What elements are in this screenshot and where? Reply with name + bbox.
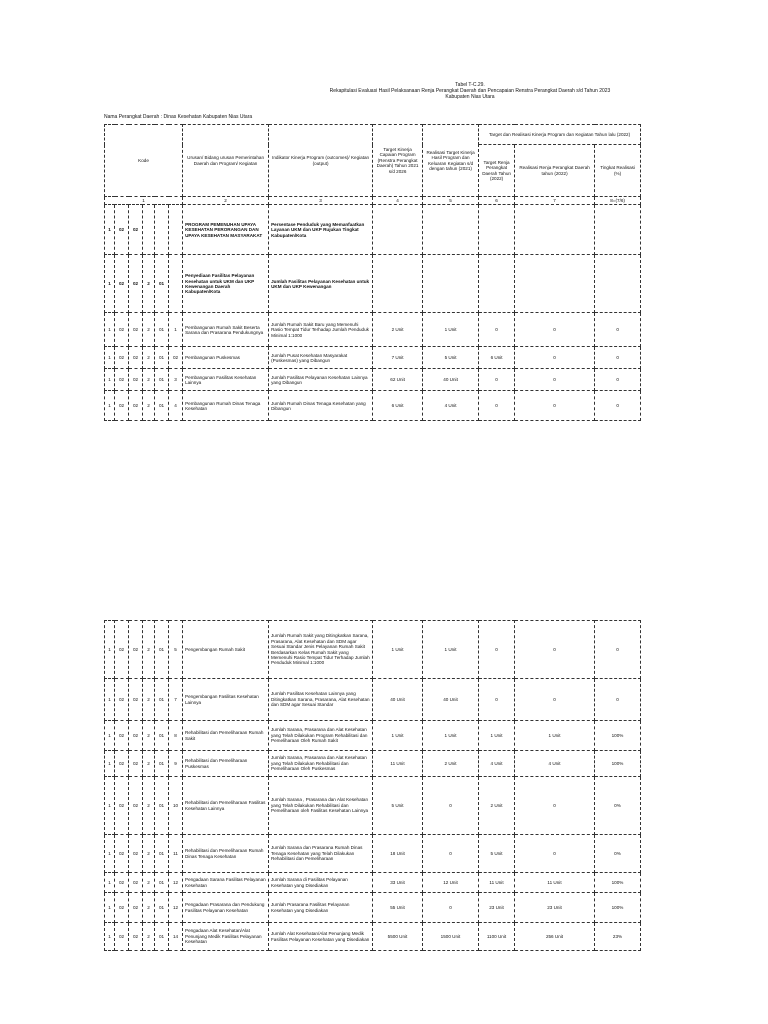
kode-cell: 4 — [169, 391, 183, 421]
program-name-cell: Pembangunan Fasilitas Kesehatan Lainnya — [183, 369, 269, 391]
kode-cell: 02 — [169, 347, 183, 369]
target-renja-cell: 23 Unit — [479, 893, 515, 923]
table-row — [105, 621, 641, 679]
kode-cell: 2 — [143, 621, 155, 679]
indicator-cell: Jumlah Rumah Dinas Tenaga Kesehatan yang Dibangun — [269, 391, 373, 421]
realisasi-renja-cell: 11 Unit — [515, 873, 595, 893]
kode-cell: 2 — [143, 313, 155, 347]
kode-cell: 2 — [143, 777, 155, 835]
kode-cell: 2 — [143, 893, 155, 923]
target-renstra-cell: 6 Unit — [373, 391, 423, 421]
evaluation-table-1 — [104, 124, 641, 421]
realisasi-cell: 4 Unit — [423, 391, 479, 421]
kode-cell: 1 — [105, 347, 115, 369]
realisasi-renja-cell: 0 — [515, 347, 595, 369]
kode-cell: 9 — [169, 751, 183, 777]
table-row — [105, 893, 641, 923]
kode-cell: 02 — [115, 777, 129, 835]
target-renja-cell: 11 Unit — [479, 873, 515, 893]
kode-cell: 5 — [169, 621, 183, 679]
kode-cell: 01 — [155, 255, 169, 313]
target-renja-cell: 5 Unit — [479, 835, 515, 873]
kode-cell: 02 — [129, 679, 143, 721]
tingkat-cell — [595, 255, 641, 313]
kode-cell: 12 — [169, 873, 183, 893]
kode-cell: 2 — [143, 255, 155, 313]
indicator-cell: Jumlah Sarana , Prasarana dan Alat Kesehatan yang Telah Dilakukan Rehabilitasi dan Pemeliharaan oleh Fasilitas Kesehatan Lainnya — [269, 777, 373, 835]
kode-cell — [155, 205, 169, 255]
realisasi-cell: 0 — [423, 893, 479, 923]
realisasi-cell: 1 Unit — [423, 721, 479, 751]
kode-cell: 1 — [105, 751, 115, 777]
realisasi-renja-cell — [515, 255, 595, 313]
tingkat-cell: 0% — [595, 777, 641, 835]
kode-cell: 01 — [155, 873, 169, 893]
table-number: Tabel T-C.29. — [455, 82, 485, 88]
program-name-cell: Rehabilitasi dan Pemeliharaan Rumah Sakit — [183, 721, 269, 751]
tingkat-cell: 0 — [595, 313, 641, 347]
realisasi-renja-cell: 0 — [515, 313, 595, 347]
realisasi-cell: 1 Unit — [423, 621, 479, 679]
program-name-cell: Penyediaan Fasilitas Pelayanan Kesehatan untuk UKM dan UKP Kewenangan Daerah Kabupaten/Kota — [183, 255, 269, 313]
kode-cell: 2 — [143, 751, 155, 777]
target-renstra-cell: 2 Unit — [373, 313, 423, 347]
target-renja-cell: 4 Unit — [479, 751, 515, 777]
indicator-cell: Jumlah Sarana, Prasarana dan Alat Kesehatan yang Telah Dilakukan Rehabilitasi dan Pemeliharaan Oleh Puskesmas — [269, 751, 373, 777]
kode-cell: 02 — [115, 873, 129, 893]
realisasi-renja-header: Realisasi Renja Perangkat Daerah tahun (2022) — [515, 145, 595, 197]
realisasi-cell: 12 Unit — [423, 873, 479, 893]
tingkat-cell: 0 — [595, 347, 641, 369]
target-renstra-cell: 18 Unit — [373, 835, 423, 873]
indicator-cell: Jumlah Sarana, Prasarana dan Alat Kesehatan yang Telah Dilakukan Program Rehabilitasi dan Pemeliharaan Oleh Rumah Sakit — [269, 721, 373, 751]
realisasi-cell: 40 Unit — [423, 369, 479, 391]
realisasi-renja-cell: 0 — [515, 679, 595, 721]
kode-cell: 02 — [115, 255, 129, 313]
kode-cell: 02 — [129, 873, 143, 893]
kode-cell: 01 — [155, 621, 169, 679]
realisasi-renja-cell: 0 — [515, 369, 595, 391]
table-row — [105, 205, 641, 255]
tingkat-cell: 0 — [595, 391, 641, 421]
realisasi-renja-cell: 0 — [515, 777, 595, 835]
table-row — [105, 873, 641, 893]
table-row — [105, 923, 641, 951]
table-row — [105, 255, 641, 313]
kode-cell: 1 — [105, 835, 115, 873]
column-number: 4 — [373, 197, 423, 205]
kode-cell: 01 — [155, 777, 169, 835]
kode-cell: 01 — [155, 835, 169, 873]
realisasi-cell: 40 Unit — [423, 679, 479, 721]
indicator-cell: Jumlah Pusat Kesehatan Masyarakat (Puskesmas) yang Dibangun — [269, 347, 373, 369]
tingkat-cell: 100% — [595, 751, 641, 777]
indicator-cell: Persentase Penduduk yang Memanfaatkan Layanan UKM dan UKP Rujukan Tingkat Kabupaten/Kota — [269, 205, 373, 255]
kode-cell: 01 — [155, 893, 169, 923]
kode-cell: 02 — [129, 391, 143, 421]
kode-cell: 02 — [129, 369, 143, 391]
program-name-cell: Rehabilitasi dan Pemeliharaan Puskesmas — [183, 751, 269, 777]
indicator-cell: Jumlah Rumah Sakit yang Ditingkatkan Sarana, Prasarana, Alat Kesehatan dan SDM agar Sesuai Standar Jenis Pelayanan Rumah Sakit Berdasarkan Kelas Rumah Sakit yang Memenuhi Rasio Tempat Tidur Terhadap Jumlah Penduduk Minimal 1:1000 — [269, 621, 373, 679]
kode-cell: 02 — [115, 835, 129, 873]
kode-cell: 1 — [105, 679, 115, 721]
kode-cell: 1 — [105, 255, 115, 313]
kode-cell: 10 — [169, 777, 183, 835]
program-name-cell: Rehabilitasi dan Pemeliharaan Rumah Dinas Tenaga Kesehatan — [183, 835, 269, 873]
target-renja-cell — [479, 205, 515, 255]
realisasi-cell: 0 — [423, 835, 479, 873]
kode-header: Kode — [105, 125, 183, 197]
kode-cell: 8 — [169, 721, 183, 751]
kode-cell: 02 — [129, 923, 143, 951]
kode-cell — [169, 205, 183, 255]
target-renja-cell: 2 Unit — [479, 777, 515, 835]
kode-cell: 02 — [129, 205, 143, 255]
kode-cell: 02 — [115, 369, 129, 391]
tingkat-header: Tingkat Realisasi (%) — [595, 145, 641, 197]
evaluation-table-2 — [104, 620, 641, 951]
kode-cell: 11 — [169, 835, 183, 873]
table-row — [105, 347, 641, 369]
kode-cell: 01 — [155, 721, 169, 751]
kode-cell: 1 — [105, 721, 115, 751]
program-name-cell: Pembangunan Rumah Sakit Beserta Sarana dan Prasarana Pendukungnya — [183, 313, 269, 347]
program-name-cell: Pengembangan Rumah Sakit — [183, 621, 269, 679]
kode-cell: 01 — [155, 347, 169, 369]
kode-cell: 1 — [105, 923, 115, 951]
kode-cell: 2 — [143, 721, 155, 751]
table-row — [105, 369, 641, 391]
kode-cell: 02 — [129, 893, 143, 923]
realisasi-renja-cell: 23 Unit — [515, 893, 595, 923]
realisasi-cell: 5 Unit — [423, 347, 479, 369]
kode-cell: 2 — [143, 835, 155, 873]
kode-cell: 02 — [115, 923, 129, 951]
realisasi-renja-cell: 0 — [515, 621, 595, 679]
kode-cell: 7 — [169, 679, 183, 721]
kode-cell: 01 — [155, 751, 169, 777]
target-renja-header: Target Renja Perangkat Daerah Tahun (2022) — [479, 145, 515, 197]
kode-cell: 12 — [169, 893, 183, 923]
target-renja-cell: 0 — [479, 679, 515, 721]
realisasi-renja-cell: 0 — [515, 835, 595, 873]
kode-cell: 2 — [143, 923, 155, 951]
target-renstra-cell: 5500 Unit — [373, 923, 423, 951]
indicator-cell: Jumlah Alat Kesehatan/Alat Penunjang Medik Fasilitas Pelayanan Kesehatan yang Disediakan — [269, 923, 373, 951]
target-renstra-cell: 40 Unit — [373, 679, 423, 721]
table-row — [105, 751, 641, 777]
realisasi-renja-cell: 256 Unit — [515, 923, 595, 951]
kode-cell: 1 — [105, 777, 115, 835]
target-renja-cell: 0 — [479, 369, 515, 391]
program-name-cell: Pengadaan Alat Kesehatan/Alat Penunjang Medik Fasilitas Pelayanan Kesehatan — [183, 923, 269, 951]
indicator-cell: Jumlah Fasilitas Kesehatan Lainnya yang Ditingkatkan Sarana, Prasarana, Alat Kesehatan dan SDM agar Sesuai Standar — [269, 679, 373, 721]
kode-cell: 02 — [115, 313, 129, 347]
kode-cell: 1 — [169, 313, 183, 347]
realisasi-cell: 1 Unit — [423, 313, 479, 347]
realisasi-renja-cell: 0 — [515, 391, 595, 421]
realisasi-cell — [423, 205, 479, 255]
kode-cell: 02 — [115, 721, 129, 751]
target-renstra-cell: 33 Unit — [373, 873, 423, 893]
kode-cell: 2 — [143, 391, 155, 421]
realisasi-renja-cell: 1 Unit — [515, 721, 595, 751]
indicator-cell: Jumlah Fasilitas Pelayanan Kesehatan Lainnya yang Dibangun — [269, 369, 373, 391]
program-name-cell: Pengadaan Prasarana dan Pendukung Fasilitas Pelayanan Kesehatan — [183, 893, 269, 923]
kode-cell: 02 — [129, 835, 143, 873]
kode-cell: 2 — [143, 369, 155, 391]
tingkat-cell: 100% — [595, 721, 641, 751]
group-header: Target dan Realisasi Kinerja Program dan Kegiatan Tahun lalu (2022) — [479, 125, 641, 145]
target-renstra-cell: 62 Unit — [373, 369, 423, 391]
target-renstra-cell: 11 Unit — [373, 751, 423, 777]
kode-cell: 02 — [115, 679, 129, 721]
realisasi-cell: 1500 Unit — [423, 923, 479, 951]
table-row — [105, 721, 641, 751]
realisasi-renja-cell — [515, 205, 595, 255]
column-number: 6 — [479, 197, 515, 205]
target-renstra-cell: 1 Unit — [373, 621, 423, 679]
kode-cell: 02 — [129, 621, 143, 679]
tingkat-cell: 0% — [595, 835, 641, 873]
kode-cell: 1 — [105, 313, 115, 347]
target-renstra-header: Target Kinerja Capaian Program (Renstra Perangkat Daerah) Tahun 2021 s/d 2026 — [373, 125, 423, 197]
tingkat-cell: 23% — [595, 923, 641, 951]
kode-cell: 02 — [129, 751, 143, 777]
kode-cell: 1 — [105, 205, 115, 255]
target-renja-cell: 1100 Unit — [479, 923, 515, 951]
kode-cell — [143, 205, 155, 255]
table-region: Kabupaten Nias Utara — [445, 94, 495, 100]
table-row — [105, 835, 641, 873]
kode-cell: 1 — [105, 873, 115, 893]
indicator-cell: Jumlah Rumah Sakit Baru yang Memenuhi Rasio Tempat Tidur Terhadap Jumlah Penduduk Minimal 1:1000 — [269, 313, 373, 347]
table-row — [105, 679, 641, 721]
tingkat-cell: 100% — [595, 893, 641, 923]
target-renstra-cell: 55 Unit — [373, 893, 423, 923]
column-number: 1 — [105, 197, 183, 205]
kode-cell: 1 — [105, 621, 115, 679]
kode-cell: 02 — [129, 313, 143, 347]
indicator-cell: Jumlah Prasarana Fasilitas Pelayanan Kesehatan yang Disediakan — [269, 893, 373, 923]
realisasi-cell: 2 Unit — [423, 751, 479, 777]
indicator-cell: Jumlah Sarana dan Prasarana Rumah Dinas Tenaga Kesehatan yang Telah Dilakukan Rehabilitasi dan Pemeliharaan — [269, 835, 373, 873]
tingkat-cell — [595, 205, 641, 255]
tingkat-cell: 100% — [595, 873, 641, 893]
target-renja-cell: 0 — [479, 391, 515, 421]
kode-cell: 01 — [155, 923, 169, 951]
target-renja-cell: 1 Unit — [479, 721, 515, 751]
target-renja-cell: 6 Unit — [479, 347, 515, 369]
kode-cell: 2 — [143, 679, 155, 721]
indicator-cell: Jumlah Fasilitas Pelayanan Kesehatan untuk UKM dan UKP Kewenangan — [269, 255, 373, 313]
column-number: 8=(7/6) — [595, 197, 641, 205]
program-name-cell: Pengembangan Fasilitas Kesehatan Lainnya — [183, 679, 269, 721]
target-renja-cell — [479, 255, 515, 313]
indikator-header: Indikator Kinerja Program (outcomes)/ Kegiatan (output) — [269, 125, 373, 197]
indicator-cell: Jumlah Sarana di Fasilitas Pelayanan Kesehatan yang Disediakan — [269, 873, 373, 893]
realisasi-renja-cell: 4 Unit — [515, 751, 595, 777]
header-row — [105, 125, 641, 145]
column-number-row — [105, 197, 641, 205]
program-name-cell: Pembangunan Puskesmas — [183, 347, 269, 369]
kode-cell: 02 — [115, 205, 129, 255]
kode-cell: 02 — [115, 893, 129, 923]
target-renja-cell: 0 — [479, 621, 515, 679]
target-renstra-cell: 5 Unit — [373, 777, 423, 835]
program-name-cell: Pengadaan Sarana Fasilitas Pelayanan Kesehatan — [183, 873, 269, 893]
kode-cell: 1 — [105, 893, 115, 923]
program-name-cell: Rehabilitasi dan Pemeliharaan Fasilitas Kesehatan Lainnya — [183, 777, 269, 835]
kode-cell: 1 — [105, 369, 115, 391]
realisasi-cell: 0 — [423, 777, 479, 835]
table-title: Rekapitulasi Evaluasi Hasil Pelaksanaan Renja Perangkat Daerah dan Pencapaian Renstra Perangkat Daerah s/d Tahun 2023 — [329, 88, 611, 94]
table-caption — [300, 82, 640, 100]
kode-cell: 01 — [155, 391, 169, 421]
column-number: 2 — [183, 197, 269, 205]
kode-cell — [169, 255, 183, 313]
kode-cell: 02 — [115, 391, 129, 421]
kode-cell: 1 — [105, 391, 115, 421]
target-renstra-cell: 1 Unit — [373, 721, 423, 751]
kode-cell: 02 — [115, 751, 129, 777]
kode-cell: 01 — [155, 313, 169, 347]
tingkat-cell: 0 — [595, 621, 641, 679]
column-number: 7 — [515, 197, 595, 205]
kode-cell: 3 — [169, 369, 183, 391]
kode-cell: 2 — [143, 347, 155, 369]
kode-cell: 02 — [129, 255, 143, 313]
program-name-cell: PROGRAM PEMENUHAN UPAYA KESEHATAN PERORANGAN DAN UPAYA KESEHATAN MASYARAKAT — [183, 205, 269, 255]
kode-cell: 14 — [169, 923, 183, 951]
kode-cell: 02 — [129, 721, 143, 751]
tingkat-cell: 0 — [595, 679, 641, 721]
table-row — [105, 313, 641, 347]
urusan-header: Urusan/ Bidang urusan Pemerintahan Daerah dan Program/ Kegiatan — [183, 125, 269, 197]
target-renstra-cell: 7 Unit — [373, 347, 423, 369]
target-renja-cell: 0 — [479, 313, 515, 347]
kode-cell: 02 — [115, 347, 129, 369]
kode-cell: 02 — [129, 347, 143, 369]
kode-cell: 01 — [155, 369, 169, 391]
target-renstra-cell — [373, 205, 423, 255]
column-number: 3 — [269, 197, 373, 205]
tingkat-cell: 0 — [595, 369, 641, 391]
realisasi-cell — [423, 255, 479, 313]
table-row — [105, 391, 641, 421]
kode-cell: 01 — [155, 679, 169, 721]
table-row — [105, 777, 641, 835]
kode-cell: 2 — [143, 873, 155, 893]
target-renstra-cell — [373, 255, 423, 313]
unit-name: Nama Perangkat Daerah : Dinas Kesehatan Kabupaten Nias Utara — [104, 114, 253, 120]
column-number: 5 — [423, 197, 479, 205]
kode-cell: 02 — [115, 621, 129, 679]
realisasi-header: Realisasi Target Kinerja Hasil Program dan Keluaran Kegiatan s/d dengan tahun (2021) — [423, 125, 479, 197]
program-name-cell: Pembangunan Rumah Dinas Tenaga Kesehatan — [183, 391, 269, 421]
kode-cell: 02 — [129, 777, 143, 835]
